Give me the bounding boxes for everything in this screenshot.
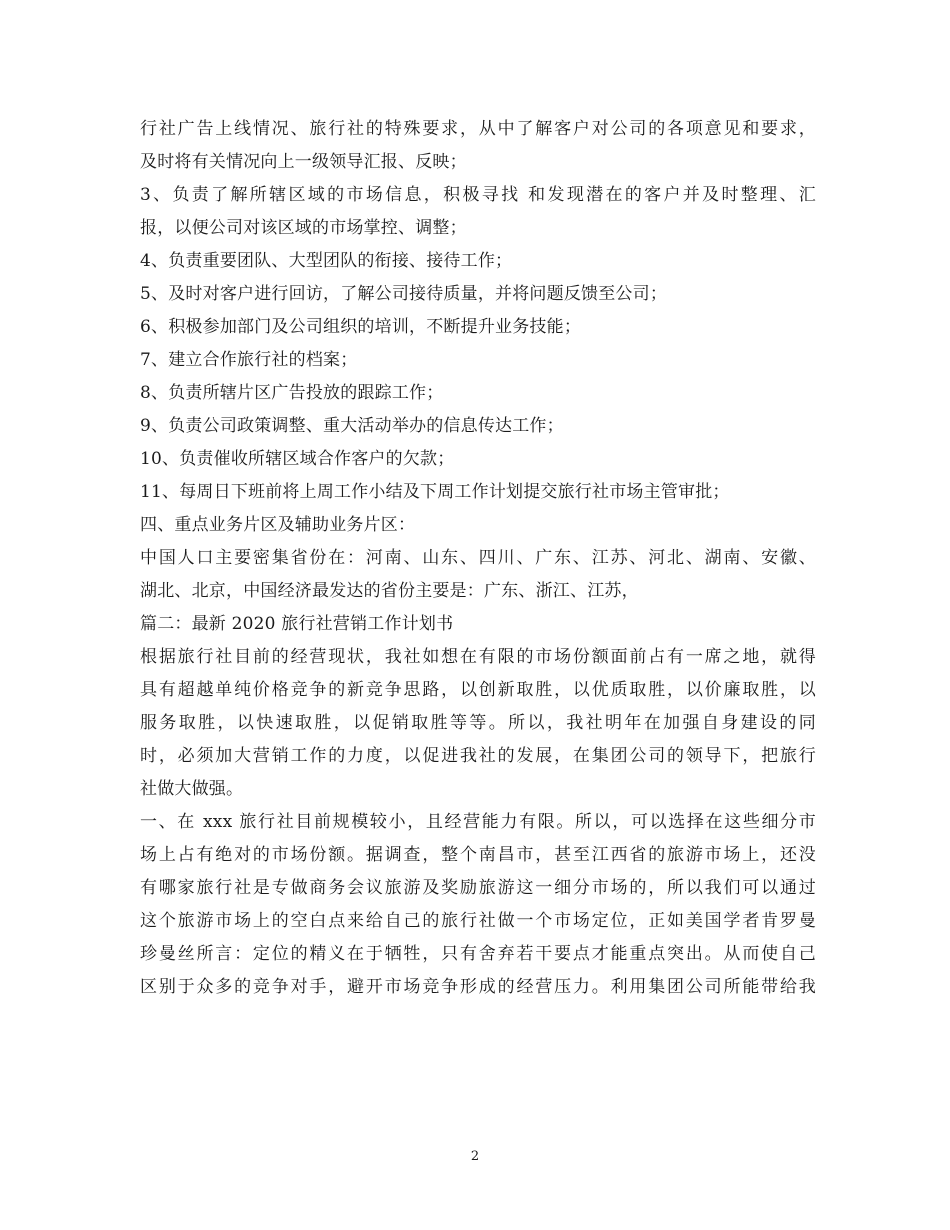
text-line: 3、负责了解所辖区域的市场信息，积极寻找 和发现潜在的客户并及时整理、汇 [140,185,816,205]
text-line: 社做大做强。 [140,779,244,799]
text-line: 8、负责所辖片区广告投放的跟踪工作； [140,383,444,403]
text-line: 根据旅行社目前的经营现状，我社如想在有限的市场份额面前占有一席之地，就得 [140,647,816,667]
section-heading: 篇二：最新 2020 旅行社营销工作计划书 [140,614,454,634]
text-line: 时，必须加大营销工作的力度，以促进我社的发展，在集团公司的领导下，把旅行 [140,746,816,766]
text-line: 10、负责催收所辖区域合作客户的欠款； [140,449,455,469]
text-line: 有哪家旅行社是专做商务会议旅游及奖励旅游这一细分市场的，所以我们可以通过 [140,878,816,898]
text-line: 珍曼丝所言：定位的精义在于牺牲，只有舍弃若干要点才能重点突出。从而使自己 [140,944,816,964]
text-line: 报，以便公司对该区域的市场掌控、调整； [140,218,467,238]
text-line: 中国人口主要密集省份在：河南、山东、四川、广东、江苏、河北、湖南、安徽、 [140,548,816,568]
text-line: 湖北、北京，中国经济最发达的省份主要是：广东、浙江、江苏， [140,581,639,601]
text-line: 服务取胜，以快速取胜，以促销取胜等等。所以，我社明年在加强自身建设的同 [140,713,816,733]
text-line: 区别于众多的竞争对手，避开市场竞争形成的经营压力。利用集团公司所能带给我 [140,977,816,997]
text-line: 11、每周日下班前将上周工作小结及下周工作计划提交旅行社市场主管审批； [140,482,730,502]
text-line: 这个旅游市场上的空白点来给自己的旅行社做一个市场定位，正如美国学者肯罗曼 [140,911,816,931]
text-line: 4、负责重要团队、大型团队的衔接、接待工作； [140,251,513,271]
text-line: 6、积极参加部门及公司组织的培训，不断提升业务技能； [140,317,582,337]
text-line: 场上占有绝对的市场份额。据调查，整个南昌市，甚至江西省的旅游市场上，还没 [140,845,816,865]
text-line: 具有超越单纯价格竞争的新竞争思路，以创新取胜，以优质取胜，以价廉取胜，以 [140,680,816,700]
page-number: 2 [470,1149,480,1164]
text-line: 7、建立合作旅行社的档案； [140,350,358,370]
text-line: 5、及时对客户进行回访，了解公司接待质量，并将问题反馈至公司； [140,284,668,304]
text-line: 及时将有关情况向上一级领导汇报、反映； [140,152,467,172]
text-line: 行社广告上线情况、旅行社的特殊要求，从中了解客户对公司的各项意见和要求， [140,119,816,139]
text-line: 9、负责公司政策调整、重大活动举办的信息传达工作； [140,416,564,436]
text-line: 四、重点业务片区及辅助业务片区： [140,515,416,535]
text-line: 一、在 xxx 旅行社目前规模较小，且经营能力有限。所以，可以选择在这些细分市 [140,812,816,832]
document-body [140,113,816,1004]
